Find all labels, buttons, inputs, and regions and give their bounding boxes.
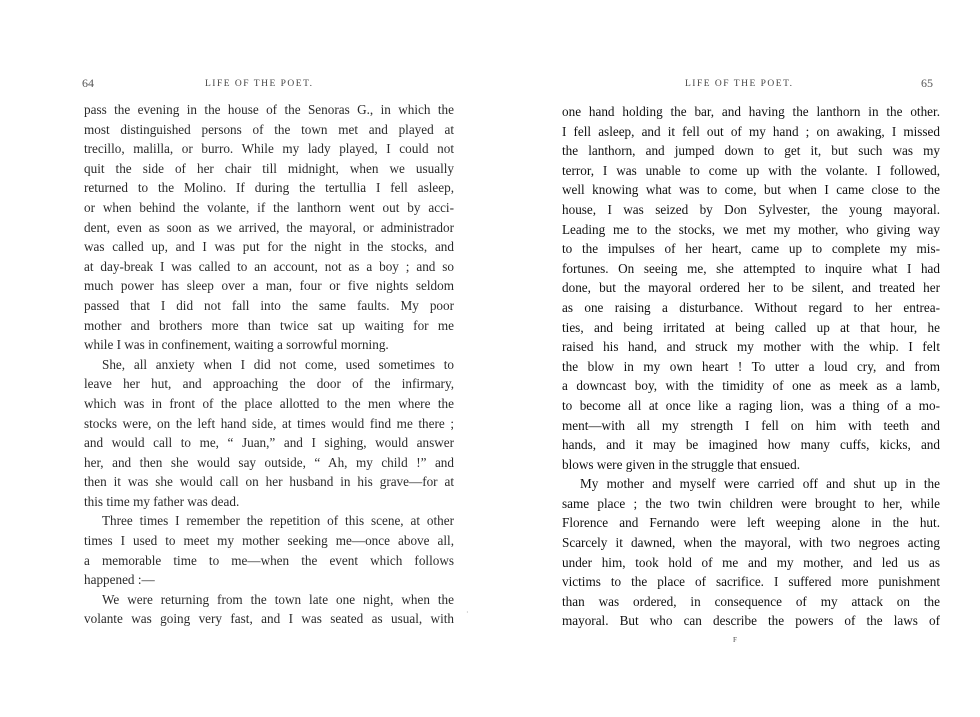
signature-mark: F — [733, 636, 737, 644]
text-line: under him, took hold of me and my mother, and led us as — [562, 554, 940, 570]
text-line: the lanthorn, and jumped down to get it, but such was my — [562, 143, 940, 159]
text-line: done, but the mayoral ordered her to be silent, and treated her — [562, 280, 940, 296]
text-line: leave her hut, and approaching the door of the infirmary, — [84, 376, 454, 392]
body-text — [562, 102, 940, 631]
text-line: to the impulses of her heart, came up to complete my mis- — [562, 241, 940, 257]
text-line: house, I was seized by Don Sylvester, the young mayoral. — [562, 201, 940, 217]
text-line: ment—with all my strength I fell on him with teeth and — [562, 417, 940, 433]
text-line: or when behind the volante, if the lanthorn went out by acci- — [84, 199, 454, 215]
text-line: We were returning from the town late one night, when the — [102, 591, 454, 607]
text-line: trecillo, malilla, or burro. While my lady played, I could not — [84, 141, 454, 157]
text-line: raised his hand, and struck my mother with the whip. I felt — [562, 339, 940, 355]
text-line: her, and then she would say outside, “ Ah, my child !” and — [84, 454, 454, 470]
text-line: stocks were, on the left hand side, at times would find me there ; — [84, 415, 454, 431]
text-line: to become all at once like a raging lion, was a thing of a mo- — [562, 397, 940, 413]
text-line: the blow in my own heart ! To utter a loud cry, and from — [562, 358, 940, 374]
text-line: mother and brothers more than twice sat up waiting for me — [84, 317, 454, 333]
text-line: a memorable time to me—when the event which follows — [84, 552, 454, 568]
text-line: and would call to me, “ Juan,” and I sighing, would answer — [84, 435, 454, 451]
text-line: same place ; the two twin children were brought to her, while — [562, 495, 940, 511]
running-header: LIFE OF THE POET. — [685, 79, 794, 89]
text-line: one hand holding the bar, and having the lanthorn in the other. — [562, 104, 940, 119]
text-line: Three times I remember the repetition of this scene, at other — [102, 513, 454, 529]
text-line: pass the evening in the house of the Senoras G., in which the — [84, 102, 454, 117]
text-line: times I used to meet my mother seeking me—once above all, — [84, 533, 454, 549]
text-line: then it was she would call on her husband in his grave—for at — [84, 474, 454, 490]
text-line: most distinguished persons of the town met and played at — [84, 121, 454, 137]
text-line: I fell asleep, and it fell out of my hand ; on awaking, I missed — [562, 123, 940, 139]
margin-speck: · — [466, 608, 469, 617]
text-line: dent, even as soon as we arrived, the mayoral, or administrador — [84, 219, 454, 235]
text-line: returned to the Molino. If during the tertullia I fell asleep, — [84, 180, 454, 196]
text-line: much power has sleep over a man, four or five nights seldom — [84, 278, 454, 294]
text-line: at day-break I was called to an account, not as a boy ; and so — [84, 258, 454, 274]
running-header: LIFE OF THE POET. — [205, 79, 314, 89]
text-line: mayoral. But who can describe the powers of the laws of — [562, 613, 940, 629]
text-line: hands, and it may be imagined how many cuffs, kicks, and — [562, 437, 940, 453]
body-text — [84, 100, 454, 629]
text-line: victims to the place of sacrifice. I suffered more punishment — [562, 574, 940, 590]
text-line: which was in front of the place allotted to the men where the — [84, 395, 454, 411]
text-line: than was ordered, in consequence of my attack on the — [562, 593, 940, 609]
text-line: this time my father was dead. — [84, 493, 240, 509]
page-number: 65 — [921, 76, 933, 90]
text-line: Florence and Fernando were left weeping alone in the hut. — [562, 515, 940, 531]
text-line: quit the side of her chair till midnight, when we usually — [84, 160, 454, 176]
right-page — [490, 0, 980, 717]
text-line: terror, I was unable to come up with the volante. I followed, — [562, 162, 940, 178]
text-line: fortunes. On seeing me, she attempted to inquire what I had — [562, 260, 940, 276]
text-line: passed that I did not fall into the same faults. My poor — [84, 297, 454, 313]
text-line: ties, and being irritated at being called up at that hour, he — [562, 319, 940, 335]
text-line: Scarcely it dawned, when the mayoral, with two negroes acting — [562, 535, 940, 551]
text-line: She, all anxiety when I did not come, used sometimes to — [102, 356, 454, 372]
text-line: volante was going very fast, and I was seated as usual, with — [84, 611, 454, 627]
text-line: blows were given in the struggle that ensued. — [562, 456, 801, 472]
page-number: 64 — [82, 76, 94, 90]
text-line: My mother and myself were carried off and shut up in the — [580, 476, 940, 492]
text-line: a downcast boy, with the timidity of one as meek as a lamb, — [562, 378, 940, 394]
text-line: while I was in confinement, waiting a sorrowful morning. — [84, 337, 389, 353]
text-line: well knowing what was to come, but when I came close to the — [562, 182, 940, 198]
text-line: as one raising a disturbance. Without regard to her entrea- — [562, 299, 940, 315]
text-line: Leading me to the stocks, we met my mother, who giving way — [562, 221, 940, 237]
text-line: happened :— — [84, 572, 155, 588]
text-line: was called up, and I was put for the night in the stocks, and — [84, 239, 454, 255]
